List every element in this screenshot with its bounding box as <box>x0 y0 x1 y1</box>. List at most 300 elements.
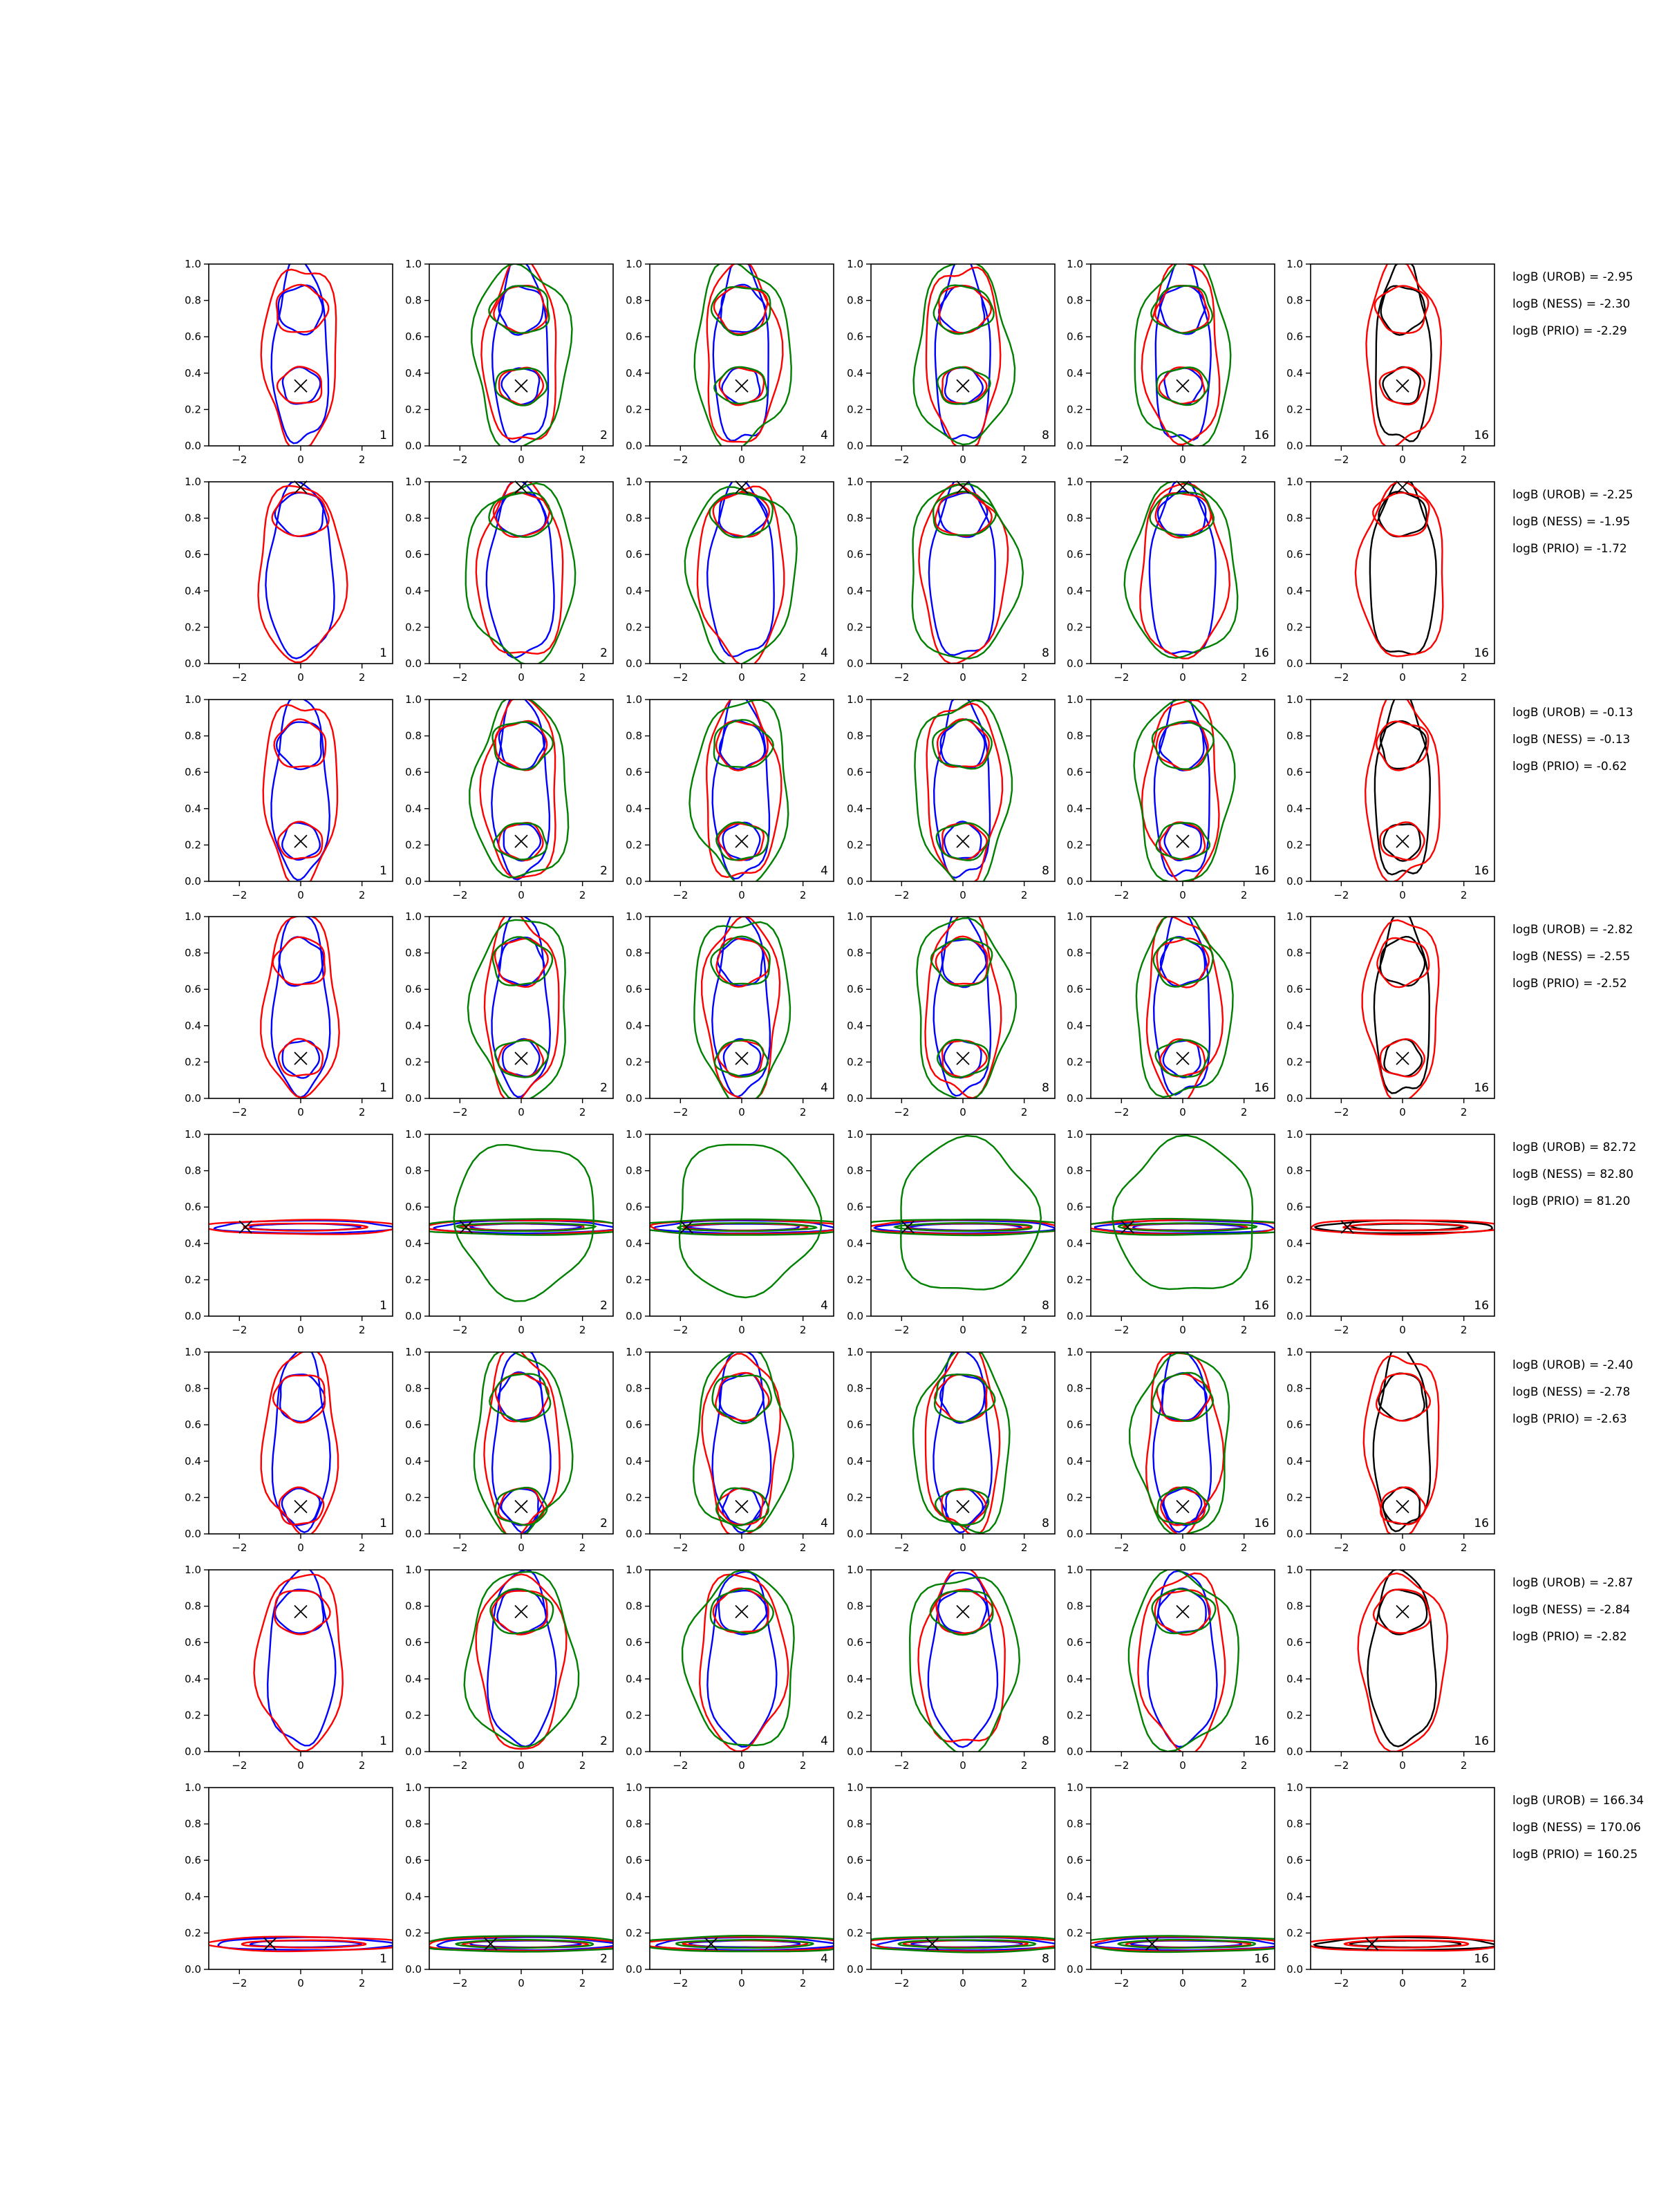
y-tick-label: 1.0 <box>626 1564 642 1576</box>
contour-group <box>1365 698 1440 882</box>
contour-blue <box>487 480 554 657</box>
axes-frame <box>1091 264 1275 446</box>
contour-group <box>1134 698 1235 883</box>
y-tick-label: 0.0 <box>1286 1310 1303 1322</box>
true-value-marker <box>735 835 748 847</box>
y-tick-label: 0.4 <box>626 366 642 379</box>
x-tick-label: 2 <box>579 1106 586 1118</box>
x-tick-label: 2 <box>1020 1106 1028 1118</box>
contour-group <box>263 698 337 883</box>
y-tick-label: 0.2 <box>1286 1273 1303 1286</box>
y-tick-label: 0.0 <box>847 657 863 670</box>
x-tick-label: −2 <box>894 889 910 901</box>
y-tick-label: 0.6 <box>185 983 201 996</box>
true-value-marker <box>264 1938 276 1950</box>
contour-green <box>1134 700 1235 882</box>
y-tick-label: 0.6 <box>1067 1636 1083 1649</box>
axes-frame <box>650 917 834 1098</box>
y-tick-label: 0.4 <box>185 802 201 815</box>
contour-blue <box>1153 1351 1211 1532</box>
y-tick-label: 1.0 <box>626 476 642 488</box>
true-value-marker <box>957 379 969 392</box>
x-tick-label: 2 <box>1460 1759 1468 1772</box>
panel-tag: 4 <box>821 429 828 442</box>
contour-black <box>1368 1569 1436 1747</box>
axes-frame <box>1311 1134 1494 1316</box>
y-tick-label: 0.2 <box>847 1056 863 1069</box>
y-tick-label: 0.4 <box>185 1672 201 1685</box>
y-tick-label: 0.0 <box>405 1092 422 1105</box>
panel-tag: 16 <box>1474 1081 1489 1095</box>
panel-r5-c2 <box>405 1128 615 1336</box>
y-tick-label: 0.8 <box>847 294 863 307</box>
y-tick-label: 0.6 <box>1067 1854 1083 1867</box>
x-tick-label: −2 <box>1333 889 1349 901</box>
x-tick-label: 0 <box>518 671 525 684</box>
panel-tag: 8 <box>1042 1517 1049 1530</box>
contour-group <box>912 480 1023 664</box>
y-tick-label: 0.4 <box>1286 584 1303 597</box>
contour-group <box>207 1219 394 1234</box>
y-tick-label: 0.2 <box>626 838 642 852</box>
axes-frame <box>209 482 393 664</box>
x-tick-label: −2 <box>452 1759 468 1772</box>
y-tick-label: 0.4 <box>626 584 642 597</box>
y-tick-label: 1.0 <box>405 1346 422 1358</box>
panel-tag: 2 <box>600 646 608 660</box>
contour-green <box>901 1136 1041 1289</box>
x-tick-label: 0 <box>518 453 525 466</box>
x-tick-label: 2 <box>1240 671 1248 684</box>
contour-group <box>1130 1351 1229 1535</box>
axes-frame <box>209 264 393 446</box>
x-tick-label: −2 <box>673 1759 688 1772</box>
y-tick-label: 0.0 <box>1067 1963 1083 1976</box>
y-tick-label: 0.8 <box>626 1164 642 1177</box>
y-tick-label: 0.0 <box>185 1092 201 1105</box>
x-tick-label: 2 <box>579 1977 586 1989</box>
contour-green <box>468 920 565 1100</box>
axes-frame <box>1311 482 1494 664</box>
x-tick-label: 0 <box>1179 1106 1186 1118</box>
contour-blue <box>941 720 985 768</box>
logb-text: logB (UROB) = -2.82 <box>1512 923 1633 937</box>
axes-frame <box>429 1570 613 1752</box>
panel-tag: 8 <box>1042 646 1049 660</box>
panel-tag: 1 <box>379 1081 387 1095</box>
x-tick-label: 0 <box>1399 1759 1406 1772</box>
y-tick-label: 0.6 <box>185 1854 201 1867</box>
logb-text: logB (PRIO) = -2.52 <box>1512 977 1627 991</box>
contour-red <box>935 492 992 536</box>
y-tick-label: 0.0 <box>405 440 422 452</box>
y-tick-label: 0.4 <box>405 1019 422 1032</box>
contour-blue <box>719 494 767 537</box>
x-tick-label: −2 <box>232 1759 247 1772</box>
y-tick-label: 0.8 <box>405 512 422 525</box>
y-tick-label: 0.2 <box>405 1273 422 1286</box>
panel-tag: 16 <box>1474 864 1489 878</box>
panel-tag: 8 <box>1042 1299 1049 1313</box>
y-tick-label: 0.8 <box>626 946 642 959</box>
y-tick-label: 1.0 <box>1067 1781 1083 1794</box>
axes-frame <box>871 917 1055 1098</box>
true-value-marker <box>1396 835 1409 847</box>
y-tick-label: 0.2 <box>185 1709 201 1722</box>
x-tick-label: 0 <box>738 1759 745 1772</box>
y-tick-label: 0.0 <box>185 1310 201 1322</box>
y-tick-label: 0.8 <box>626 1817 642 1830</box>
y-tick-label: 0.6 <box>405 1636 422 1649</box>
panel-tag: 16 <box>1254 1299 1269 1313</box>
logb-text: logB (UROB) = -2.87 <box>1512 1576 1633 1590</box>
y-tick-label: 0.2 <box>626 1709 642 1722</box>
panel-tag: 8 <box>1042 1734 1049 1748</box>
axes-frame <box>429 264 613 446</box>
panel-r7-c3 <box>626 1564 834 1772</box>
contour-green <box>685 487 797 666</box>
x-tick-label: 0 <box>959 889 966 901</box>
x-tick-label: 0 <box>959 453 966 466</box>
y-tick-label: 1.0 <box>626 1781 642 1794</box>
y-tick-label: 0.2 <box>405 621 422 634</box>
x-tick-label: 2 <box>1240 1759 1248 1772</box>
y-tick-label: 1.0 <box>185 258 201 270</box>
y-tick-label: 1.0 <box>1286 1346 1303 1358</box>
contour-red <box>476 480 563 654</box>
y-tick-label: 0.2 <box>185 1927 201 1940</box>
contour-group <box>1089 1936 1276 1952</box>
panel-r1-c2 <box>405 258 613 466</box>
true-value-marker <box>1177 1052 1189 1065</box>
contour-blue <box>1158 491 1206 536</box>
y-tick-label: 0.4 <box>1286 802 1303 815</box>
panel-r6-c3 <box>626 1346 834 1554</box>
y-tick-label: 0.8 <box>185 1600 201 1613</box>
y-tick-label: 0.2 <box>847 838 863 852</box>
x-tick-label: 2 <box>1460 1324 1468 1336</box>
panel-r8-c6 <box>1286 1781 1496 1989</box>
y-tick-label: 0.8 <box>185 1382 201 1395</box>
panel-tag: 2 <box>600 864 608 878</box>
y-tick-label: 1.0 <box>185 693 201 706</box>
axes-frame <box>209 917 393 1098</box>
x-tick-label: −2 <box>452 453 468 466</box>
true-value-marker <box>1177 835 1189 847</box>
panel-tag: 8 <box>1042 1081 1049 1095</box>
true-value-marker <box>957 835 969 847</box>
x-tick-label: 2 <box>579 453 586 466</box>
x-tick-label: 2 <box>579 1759 586 1772</box>
panel-r5-c4 <box>847 1128 1056 1336</box>
contour-green <box>690 700 789 883</box>
y-tick-label: 0.0 <box>626 440 642 452</box>
y-tick-label: 0.0 <box>626 1092 642 1105</box>
y-tick-label: 0.0 <box>1067 440 1083 452</box>
x-tick-label: 0 <box>518 889 525 901</box>
x-tick-label: −2 <box>673 1324 688 1336</box>
y-tick-label: 0.2 <box>1067 1273 1083 1286</box>
y-tick-label: 1.0 <box>847 1564 863 1576</box>
y-tick-label: 0.4 <box>405 1890 422 1903</box>
x-tick-label: 2 <box>1240 453 1248 466</box>
axes-frame <box>1311 700 1494 881</box>
y-tick-label: 0.0 <box>185 1528 201 1540</box>
y-tick-label: 0.2 <box>626 403 642 416</box>
x-tick-label: 0 <box>1179 889 1186 901</box>
y-tick-label: 0.6 <box>847 548 863 561</box>
x-tick-label: 2 <box>1240 1324 1248 1336</box>
axes-frame <box>650 264 834 446</box>
y-tick-label: 0.6 <box>1286 983 1303 996</box>
y-tick-label: 0.0 <box>1067 875 1083 888</box>
y-tick-label: 0.8 <box>847 512 863 525</box>
y-tick-label: 0.0 <box>626 1745 642 1758</box>
y-tick-label: 1.0 <box>1067 910 1083 923</box>
panel-r3-c4 <box>847 693 1055 901</box>
x-tick-label: 2 <box>358 1759 366 1772</box>
x-tick-label: −2 <box>894 453 910 466</box>
contour-group <box>254 1568 343 1751</box>
axes-frame <box>429 700 613 881</box>
y-tick-label: 0.0 <box>1067 1092 1083 1105</box>
y-tick-label: 0.0 <box>1067 1528 1083 1540</box>
x-tick-label: −2 <box>232 1106 247 1118</box>
y-tick-label: 0.0 <box>405 875 422 888</box>
y-tick-label: 0.2 <box>185 403 201 416</box>
y-tick-label: 1.0 <box>847 1128 863 1141</box>
x-tick-label: 0 <box>1179 671 1186 684</box>
x-tick-label: 0 <box>1179 1977 1186 1989</box>
x-tick-label: −2 <box>894 1324 910 1336</box>
y-tick-label: 0.4 <box>626 1019 642 1032</box>
true-value-marker <box>735 1605 748 1618</box>
panel-tag: 1 <box>379 646 387 660</box>
y-tick-label: 0.2 <box>626 621 642 634</box>
x-tick-label: −2 <box>1114 1977 1130 1989</box>
x-tick-label: 0 <box>297 1106 304 1118</box>
true-value-marker <box>294 835 307 847</box>
panel-r5-c3 <box>626 1128 835 1336</box>
true-value-marker <box>735 1052 748 1065</box>
x-tick-label: 0 <box>518 1324 525 1336</box>
x-tick-label: 0 <box>738 1977 745 1989</box>
x-tick-label: −2 <box>452 889 468 901</box>
x-tick-label: 0 <box>297 1324 304 1336</box>
y-tick-label: 1.0 <box>1286 1564 1303 1576</box>
panel-tag: 16 <box>1254 646 1269 660</box>
y-tick-label: 0.0 <box>1286 440 1303 452</box>
axes-frame <box>429 482 613 664</box>
panel-r2-c4 <box>847 476 1055 684</box>
y-tick-label: 1.0 <box>626 1346 642 1358</box>
contour-group <box>1362 915 1439 1100</box>
x-tick-label: 2 <box>1460 1977 1468 1989</box>
y-tick-label: 0.2 <box>1067 1927 1083 1940</box>
contour-group <box>1135 263 1231 447</box>
x-tick-label: −2 <box>452 1541 468 1554</box>
panel-tag: 16 <box>1254 429 1269 442</box>
y-tick-label: 0.6 <box>847 1201 863 1214</box>
panel-r2-c6 <box>1286 476 1494 684</box>
logb-annotations <box>1512 270 1644 1862</box>
x-tick-label: −2 <box>673 671 688 684</box>
panel-tag: 1 <box>379 864 387 878</box>
y-tick-label: 0.8 <box>185 294 201 307</box>
y-tick-label: 0.0 <box>1067 657 1083 670</box>
y-tick-label: 0.4 <box>847 1237 863 1250</box>
contour-red <box>1365 698 1440 882</box>
y-tick-label: 0.4 <box>185 1019 201 1032</box>
contour-blue <box>272 263 328 443</box>
x-tick-label: 2 <box>1240 1977 1248 1989</box>
contour-red <box>1142 700 1219 883</box>
y-tick-label: 0.8 <box>185 1817 201 1830</box>
y-tick-label: 0.0 <box>185 875 201 888</box>
y-tick-label: 0.0 <box>626 875 642 888</box>
contour-group <box>870 1936 1056 1952</box>
contour-green <box>474 1351 572 1535</box>
y-tick-label: 1.0 <box>405 693 422 706</box>
x-tick-label: 0 <box>297 1541 304 1554</box>
contour-blue <box>941 939 986 987</box>
y-tick-label: 0.8 <box>1067 729 1083 742</box>
x-tick-label: 2 <box>358 671 366 684</box>
panel-r1-c1 <box>185 258 393 466</box>
y-tick-label: 0.0 <box>405 657 422 670</box>
x-tick-label: 0 <box>1179 1541 1186 1554</box>
y-tick-label: 0.0 <box>1286 1963 1303 1976</box>
y-tick-label: 0.6 <box>847 766 863 779</box>
y-tick-label: 0.6 <box>1067 1418 1083 1432</box>
axes-frame <box>209 1570 393 1752</box>
contour-red <box>927 704 1003 883</box>
y-tick-label: 0.6 <box>185 1636 201 1649</box>
panel-r8-c5 <box>1067 1781 1276 1989</box>
x-tick-label: 0 <box>1399 1106 1406 1118</box>
x-tick-label: −2 <box>1333 1759 1349 1772</box>
y-tick-label: 0.8 <box>1067 946 1083 959</box>
y-tick-label: 0.4 <box>1067 1672 1083 1685</box>
panel-r6-c5 <box>1067 1346 1275 1554</box>
panel-r7-c5 <box>1067 1564 1275 1772</box>
y-tick-label: 0.8 <box>1286 294 1303 307</box>
x-tick-label: 2 <box>358 1324 366 1336</box>
y-tick-label: 0.6 <box>405 766 422 779</box>
panel-r4-c1 <box>185 910 393 1118</box>
y-tick-label: 1.0 <box>405 1128 422 1141</box>
y-tick-label: 0.6 <box>1286 1201 1303 1214</box>
y-tick-label: 0.2 <box>847 403 863 416</box>
y-tick-label: 0.0 <box>1286 1745 1303 1758</box>
logb-text: logB (PRIO) = -2.63 <box>1512 1412 1627 1426</box>
y-tick-label: 0.4 <box>1067 1237 1083 1250</box>
panel-tag: 2 <box>600 1299 608 1313</box>
y-tick-label: 0.8 <box>405 729 422 742</box>
contour-green <box>1112 1136 1253 1289</box>
contour-red <box>1147 917 1223 1100</box>
x-tick-label: −2 <box>673 1541 688 1554</box>
true-value-marker <box>735 379 748 392</box>
y-tick-label: 1.0 <box>1286 476 1303 488</box>
contour-group <box>690 698 789 883</box>
y-tick-label: 0.2 <box>1286 1056 1303 1069</box>
contour-green <box>465 1572 579 1747</box>
y-tick-label: 1.0 <box>847 1346 863 1358</box>
y-tick-label: 0.4 <box>626 1454 642 1468</box>
contour-blue <box>272 1351 330 1533</box>
x-tick-label: 0 <box>959 671 966 684</box>
y-tick-label: 0.4 <box>847 1890 863 1903</box>
panel-r2-c2 <box>405 476 613 684</box>
axes-frame <box>650 1570 834 1752</box>
contour-blue <box>276 722 321 769</box>
y-tick-label: 0.2 <box>626 1927 642 1940</box>
y-tick-label: 0.0 <box>185 1963 201 1976</box>
x-tick-label: 2 <box>799 1977 807 1989</box>
y-tick-label: 1.0 <box>1286 910 1303 923</box>
y-tick-label: 0.0 <box>1286 1528 1303 1540</box>
panel-tag: 16 <box>1474 646 1489 660</box>
true-value-marker <box>957 1501 969 1513</box>
y-tick-label: 0.8 <box>847 1382 863 1395</box>
true-value-marker <box>515 1501 527 1513</box>
contour-group <box>648 1936 835 1951</box>
contour-group <box>471 263 572 447</box>
panel-tag: 8 <box>1042 864 1049 878</box>
panel-r5-c5 <box>1067 1128 1276 1336</box>
x-tick-label: 0 <box>297 453 304 466</box>
y-tick-label: 0.8 <box>1067 1382 1083 1395</box>
y-tick-label: 0.0 <box>847 1963 863 1976</box>
y-tick-label: 0.8 <box>1067 1817 1083 1830</box>
x-tick-label: 0 <box>1399 889 1406 901</box>
contour-group <box>466 480 575 665</box>
y-tick-label: 1.0 <box>1286 693 1303 706</box>
y-tick-label: 0.4 <box>626 1890 642 1903</box>
x-tick-label: 0 <box>518 1977 525 1989</box>
axes-frame <box>1091 1570 1275 1752</box>
y-tick-label: 0.8 <box>626 729 642 742</box>
panel-tag: 2 <box>600 1517 608 1530</box>
x-tick-label: 2 <box>799 1541 807 1554</box>
x-tick-label: 0 <box>1399 1324 1406 1336</box>
panel-r3-c6 <box>1286 693 1494 901</box>
x-tick-label: 2 <box>799 453 807 466</box>
y-tick-label: 0.6 <box>626 1201 642 1214</box>
x-tick-label: −2 <box>1333 1541 1349 1554</box>
x-tick-label: −2 <box>1114 1541 1130 1554</box>
x-tick-label: 0 <box>297 1977 304 1989</box>
y-tick-label: 1.0 <box>1067 258 1083 270</box>
panel-tag: 1 <box>379 429 387 442</box>
x-tick-label: −2 <box>1333 1106 1349 1118</box>
y-tick-label: 1.0 <box>847 258 863 270</box>
y-tick-label: 1.0 <box>185 1128 201 1141</box>
y-tick-label: 0.6 <box>847 1636 863 1649</box>
contour-red <box>279 1039 323 1076</box>
contour-group <box>1356 480 1443 657</box>
y-tick-label: 0.4 <box>626 1672 642 1685</box>
y-tick-label: 0.2 <box>1067 1491 1083 1504</box>
panel-tag: 16 <box>1474 1734 1489 1748</box>
y-tick-label: 0.0 <box>405 1963 422 1976</box>
x-tick-label: −2 <box>232 1324 247 1336</box>
y-tick-label: 0.2 <box>1067 1056 1083 1069</box>
logb-text: logB (UROB) = -0.13 <box>1512 706 1633 720</box>
panel-r4-c5 <box>1067 910 1275 1118</box>
y-tick-label: 1.0 <box>185 1346 201 1358</box>
